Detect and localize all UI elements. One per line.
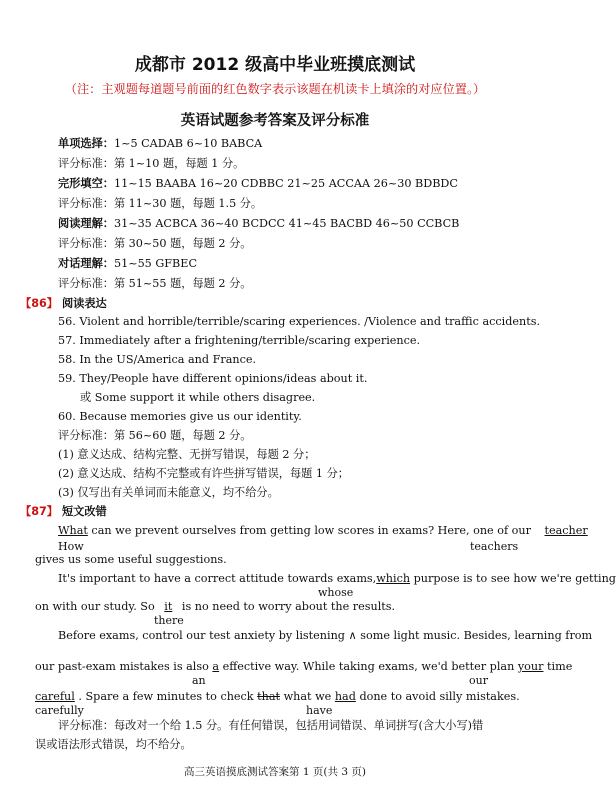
section-label: 短文改错 — [61, 505, 107, 518]
error-word: a — [212, 660, 220, 673]
answers: 11~15 BAABA 16~20 CDBBC 21~25 ACCAA 26~30 BDBDC — [113, 177, 458, 190]
answers: 31~35 ACBCA 36~40 BCDCC 41~45 BACBD 46~50 CCBCB — [113, 217, 460, 230]
question-number: 【87】 — [20, 505, 58, 518]
deleted-word: that — [257, 690, 281, 703]
passage-line: What can we prevent ourselves from getting low scores in exams? Here, one of our teacher — [58, 524, 588, 537]
section-label: 完形填空： — [58, 177, 114, 190]
dialogue-criteria: 评分标准：第 51~55 题，每题 2 分。 — [58, 277, 252, 290]
passage-line: It's important to have a correct attitude towards exams,which purpose is to see how we're getting — [58, 572, 616, 585]
section-label: 阅读理解： — [58, 217, 114, 230]
passage-line: careful . Spare a few minutes to check that what we had done to avoid silly mistakes. — [35, 690, 520, 703]
section-label: 单项选择： — [58, 137, 114, 150]
correction: there — [154, 614, 184, 627]
error-word: it — [164, 600, 173, 613]
cloze-answers — [58, 177, 458, 191]
correction: How — [58, 540, 84, 553]
answers: 1~5 CADAB 6~10 BABCA — [113, 137, 263, 150]
q86-criteria: (2) 意义达成、结构不完整或有许些拼写错误，每题 1 分； — [58, 467, 349, 480]
q86-line: 57. Immediately after a frightening/terrible/scaring experience. — [58, 334, 421, 347]
correction: have — [306, 704, 333, 717]
single-choice-criteria: 评分标准：第 1~10 题，每题 1 分。 — [58, 157, 245, 170]
q87-criteria: 评分标准：每改对一个给 1.5 分。有任何错误，包括用词错误、单词拼写(含大小写)错 — [58, 719, 484, 732]
q86-criteria: (1) 意义达成、结构完整、无拼写错误，每题 2 分； — [58, 448, 316, 461]
q86-line: 58. In the US/America and France. — [58, 353, 257, 366]
passage-line: gives us some useful suggestions. — [35, 553, 227, 566]
reading-answers — [58, 217, 459, 231]
passage-line: our past-exam mistakes is also a effective way. While taking exams, we'd better plan your time — [35, 660, 573, 673]
section-label: 阅读表达 — [61, 297, 107, 310]
question-number: 【86】 — [20, 297, 58, 310]
page-title: 成都市 2012 级高中毕业班摸底测试 — [134, 55, 416, 75]
cloze-criteria: 评分标准：第 11~30 题，每题 1.5 分。 — [58, 197, 263, 210]
reading-criteria: 评分标准：第 30~50 题，每题 2 分。 — [58, 237, 252, 250]
error-word: teacher — [544, 524, 588, 537]
q86-line: 59. They/People have different opinions/ideas about it. — [58, 372, 368, 385]
correction: an — [192, 674, 206, 687]
error-word: What — [58, 524, 88, 537]
single-choice-answers — [58, 137, 262, 151]
correction: carefully — [35, 704, 84, 717]
red-note: （注：主观题每道题号前面的红色数字表示该题在机读卡上填涂的对应位置。） — [64, 82, 486, 96]
q86-line: 或 Some support it while others disagree. — [80, 391, 316, 404]
dialogue-answers — [58, 257, 197, 271]
error-word: your — [517, 660, 544, 673]
q86-line: 56. Violent and horrible/terrible/scaring experiences. /Violence and traffic accidents. — [58, 315, 541, 328]
section-label: 对话理解： — [58, 257, 114, 270]
q86-criteria: (3) 仅写出有关单词而未能意义，均不给分。 — [58, 486, 279, 499]
page-footer: 高三英语摸底测试答案第 1 页(共 3 页) — [184, 766, 366, 778]
correction: teachers — [470, 540, 519, 553]
answers: 51~55 GFBEC — [113, 257, 198, 270]
page-subtitle: 英语试题参考答案及评分标准 — [180, 113, 370, 129]
correction: our — [469, 674, 488, 687]
q87-heading — [20, 505, 107, 519]
passage-line: on with our study. So it is no need to worry about the results. — [35, 600, 396, 613]
q87-criteria: 误或语法形式错误，均不给分。 — [35, 738, 192, 751]
correction: whose — [318, 586, 354, 599]
error-word: had — [334, 690, 356, 703]
passage-line: Before exams, control our test anxiety by listening ∧ some light music. Besides, learning from — [58, 629, 593, 642]
q86-criteria: 评分标准：第 56~60 题，每题 2 分。 — [58, 429, 252, 442]
error-word: which — [376, 572, 411, 585]
q86-heading — [20, 297, 107, 311]
error-word: careful — [35, 690, 75, 703]
q86-line: 60. Because memories give us our identity. — [58, 410, 302, 423]
